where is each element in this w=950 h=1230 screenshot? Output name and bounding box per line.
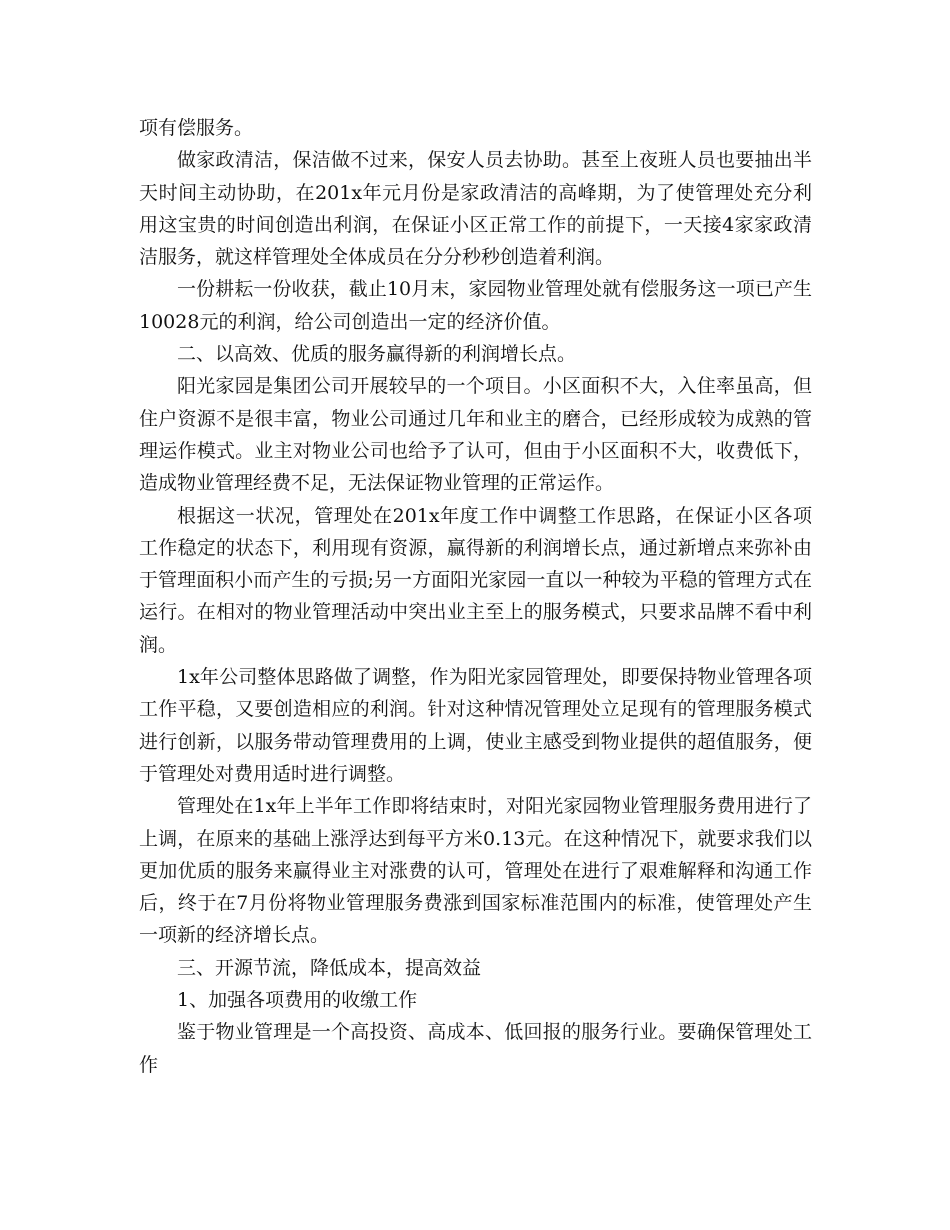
paragraph-continuation: 项有偿服务。	[139, 117, 254, 139]
paragraph-situation-adjustment: 根据这一状况，管理处在201x年度工作中调整工作思路，在保证小区各项工作稳定的状态下，利用现有资源，赢得新的利润增长点，通过新增点来弥补由于管理面积小而产生的亏损;另一方面阳光家园一直以一种较为平稳的管理方式在运行。在相对的物业管理活动中突出业主至上的服务模式，只要求品牌不看中利润。	[139, 504, 812, 656]
section-heading-three: 三、开源节流，降低成本，提高效益	[177, 956, 482, 979]
document-body	[139, 112, 812, 1081]
paragraph-harvest-profit: 一份耕耘一份收获，截止10月末，家园物业管理处就有偿服务这一项已产生10028元的利润，给公司创造出一定的经济价值。	[139, 278, 812, 333]
subsection-heading-one: 1、加强各项费用的收缴工作	[177, 989, 418, 1012]
paragraph-high-investment: 鉴于物业管理是一个高投资、高成本、低回报的服务行业。要确保管理处工作	[139, 1021, 812, 1076]
paragraph-company-strategy: 1x年公司整体思路做了调整，作为阳光家园管理处，即要保持物业管理各项工作平稳，又要创造相应的利润。针对这种情况管理处立足现有的管理服务模式进行创新，以服务带动管理费用的上调，使业主感受到物业提供的超值服务，便于管理处对费用适时进行调整。	[139, 666, 812, 785]
paragraph-housekeeping-cleaning: 做家政清洁，保洁做不过来，保安人员去协助。甚至上夜班人员也要抽出半天时间主动协助，在201x年元月份是家政清洁的高峰期，为了使管理处充分利用这宝贵的时间创造出利润，在保证小区正常工作的前提下，一天接4家家政清洁服务，就这样管理处全体成员在分分秒秒创造着利润。	[139, 149, 812, 269]
paragraph-sunshine-garden: 阳光家园是集团公司开展较早的一个项目。小区面积不大，入住率虽高，但住户资源不是很丰富，物业公司通过几年和业主的磨合，已经形成较为成熟的管理运作模式。业主对物业公司也给予了认可，但由于小区面积不大，收费低下，造成物业管理经费不足，无法保证物业管理的正常运作。	[139, 375, 812, 495]
section-heading-two: 二、以高效、优质的服务赢得新的利润增长点。	[177, 343, 577, 366]
paragraph-fee-increase: 管理处在1x年上半年工作即将结束时，对阳光家园物业管理服务费用进行了上调，在原来的基础上涨浮达到每平方米0.13元。在这种情况下，就要求我们以更加优质的服务来赢得业主对涨费的认可，管理处在进行了艰难解释和沟通工作后，终于在7月份将物业管理服务费涨到国家标准范围内的标准，使管理处产生一项新的经济增长点。	[139, 795, 812, 947]
